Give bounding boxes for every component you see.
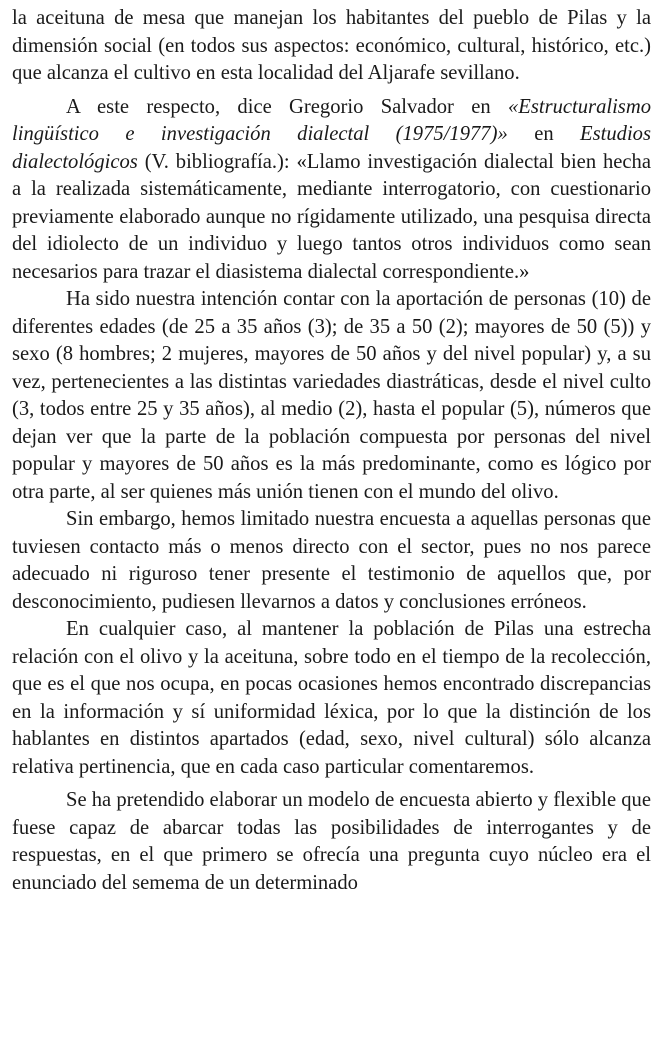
paragraph-2-book-title: Estudios dialectológicos — [12, 123, 651, 173]
paragraph-3-text: Ha sido nuestra intención contar con la aportación de personas (10) de diferentes edades (de 25 a 35 años (3); de 35 a 50 (2); mayores de 50 (5)) y sexo (8 hombres; 2 mujeres, mayores de 50 años y del nivel popular) y, a su vez, pertenecientes a las distintas variedades diastráticas, desde el nivel culto (3, todos entre 25 y 35 años), al medio (2), hasta el popular (5), números que dejan ver que la parte de la población compuesta por personas del nivel popular y mayores de 50 años es la más predominante, como es lógico por otra parte, al ser quienes más unión tienen con el mundo del olivo. — [12, 288, 651, 503]
paragraph-2-work-title: «Estructuralismo lingüístico e investigación dialectal (1975/1977)» — [12, 95, 651, 145]
paragraph-2-text-b: en — [507, 123, 581, 145]
paragraph-2-text-a: A este respecto, dice Gregorio Salvador en — [66, 95, 508, 118]
paragraph-6 — [12, 787, 651, 897]
paragraph-3 — [12, 286, 651, 506]
paragraph-5-text: En cualquier caso, al mantener la población de Pilas una estrecha relación con el olivo y la aceituna, sobre todo en el tiempo de la recolección, que es el que nos ocupa, en pocas ocasiones hemos encontrado discrepancias en la información y sí uniformidad léxica, por lo que la distinción de los hablantes en distintos apartados (edad, sexo, nivel cultural) sólo alcanza relativa pertinencia, que en cada caso particular comentaremos. — [12, 618, 651, 778]
paragraph-4-text: Sin embargo, hemos limitado nuestra encuesta a aquellas personas que tuviesen contacto más o menos directo con el sector, pues no nos parece adecuado ni riguroso tener presente el testimonio de aquellos que, por desconocimiento, pudiesen llevarnos a datos y conclusiones erróneos. — [12, 508, 651, 613]
paragraph-2 — [12, 94, 651, 287]
paragraph-6-text: Se ha pretendido elaborar un modelo de encuesta abierto y flexible que fuese capaz de abarcar todas las posibilidades de interrogantes y de respuestas, en el que primero se ofrecía una pregunta cuyo núcleo era el enunciado del semema de un determinado — [12, 789, 651, 894]
paragraph-1-text: la aceituna de mesa que manejan los habitantes del pueblo de Pilas y la dimensión social (en todos sus aspectos: económico, cultural, histórico, etc.) que alcanza el cultivo en esta localidad del Aljarafe sevillano. — [12, 7, 651, 84]
paragraph-5 — [12, 616, 651, 781]
paragraph-2-quote: (V. bibliografía.): «Llamo investigación dialectal bien hecha a la realizada sistemáticamente, mediante interrogatorio, con cuestionario previamente elaborado aunque no rígidamente utilizado, una pesquisa directa del idiolecto de un individuo y luego tantos otros individuos como sean necesarios para trazar el diasistema dialectal correspondiente.» — [12, 150, 651, 283]
paragraph-4 — [12, 506, 651, 616]
paragraph-1 — [12, 5, 651, 88]
